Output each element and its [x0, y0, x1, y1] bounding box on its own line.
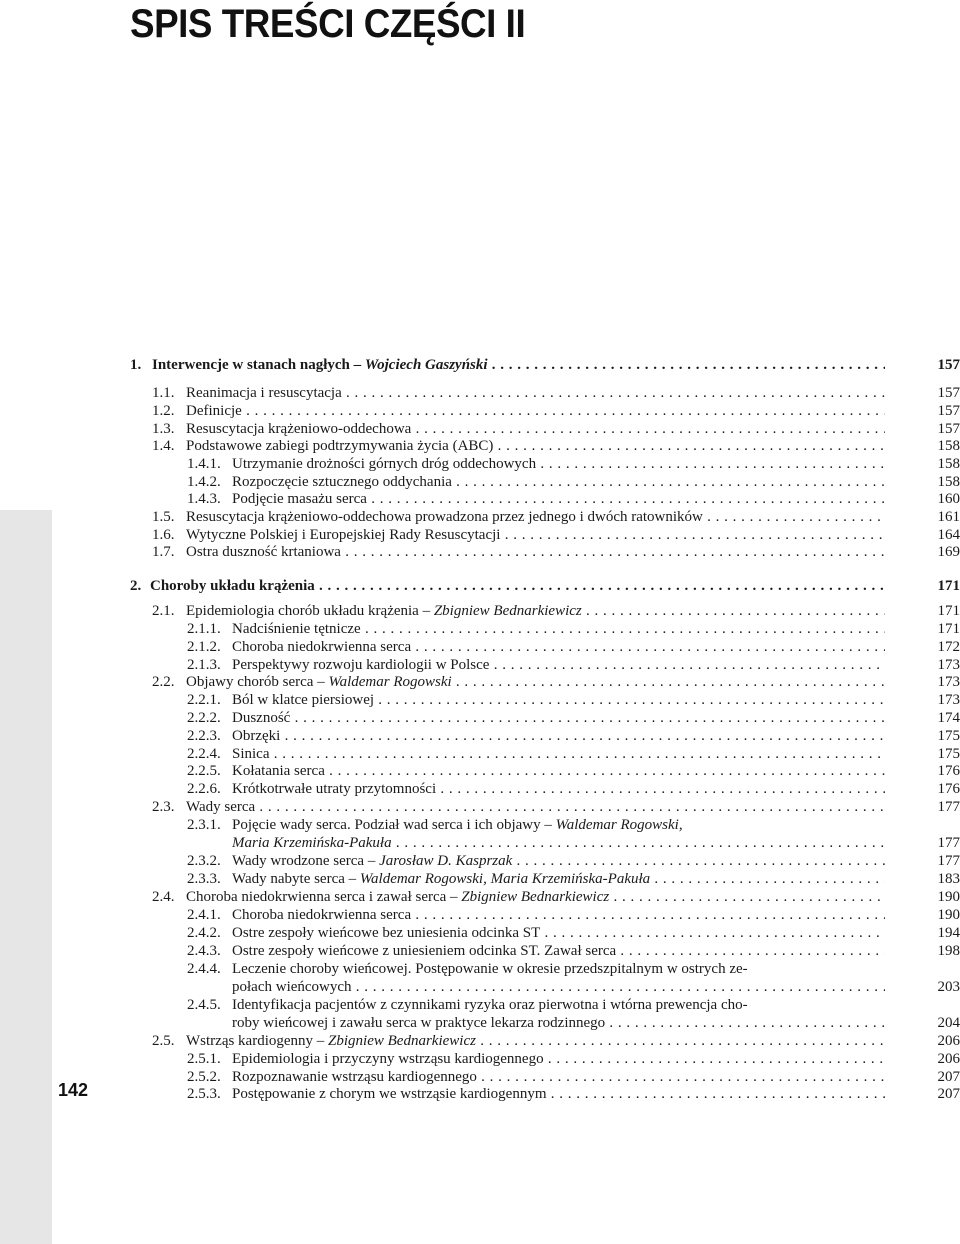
toc-subsection[interactable] [0, 455, 960, 473]
toc-subsection[interactable] [0, 638, 960, 656]
toc-author: Zbigniew Bednarkiewicz [461, 889, 610, 905]
toc-page: 157 [937, 421, 960, 437]
toc-number: 1.4.2. [187, 474, 221, 490]
toc-title: Interwencje w stanach nagłych – Wojciech Gaszyński . . . [152, 356, 885, 374]
toc-number: 2. [130, 578, 142, 594]
toc-number: 1.7. [152, 544, 175, 560]
toc-title: Podjęcie masażu serca . . . [232, 490, 885, 508]
toc-title [232, 834, 885, 852]
toc-author: Zbigniew Bednarkiewicz [328, 1033, 476, 1049]
toc-number: 2.5. [152, 1033, 175, 1049]
toc-chapter[interactable] [0, 577, 960, 595]
toc-page: 177 [937, 835, 960, 851]
toc-page: 172 [937, 639, 960, 655]
toc-section[interactable] [0, 888, 960, 906]
toc-number: 2.4.2. [187, 925, 221, 941]
toc-page: 175 [937, 746, 960, 762]
toc-page: 174 [937, 710, 960, 726]
toc-number: 1.2. [152, 403, 175, 419]
toc-page: 207 [937, 1069, 960, 1085]
toc-number: 2.2.5. [187, 763, 221, 779]
toc-number: 2.3.3. [187, 871, 221, 887]
toc-number: 1.4.1. [187, 456, 221, 472]
toc-title: Rozpoznawanie wstrząsu kardiogennego . . . [232, 1068, 885, 1086]
toc-page: 157 [937, 357, 960, 373]
toc-title: Reanimacja i resuscytacja . . . [186, 384, 885, 402]
toc-subsection[interactable] [0, 1085, 960, 1103]
toc-subsection[interactable] [0, 780, 960, 798]
toc-page: 206 [937, 1051, 960, 1067]
toc-title: Postępowanie z chorym we wstrząsie kardiogennym . . . [232, 1085, 885, 1103]
toc-title: Epidemiologia i przyczyny wstrząsu kardiogennego . . . [232, 1050, 885, 1068]
toc-subsection[interactable] [0, 870, 960, 888]
toc-author: Zbigniew Bednarkiewicz [433, 603, 582, 619]
toc-section[interactable] [0, 673, 960, 691]
toc-page: 164 [937, 527, 960, 543]
toc-title: Identyfikacja pacjentów z czynnikami ryzyka oraz pierwotna i wtórna prewencja cho- [232, 997, 748, 1013]
toc-subsection[interactable] [0, 852, 960, 870]
toc-number: 1.5. [152, 509, 175, 525]
toc-subsection[interactable] [0, 691, 960, 709]
toc-title: Duszność . . . [232, 709, 885, 727]
toc-title: Choroba niedokrwienna serca . . . [232, 906, 885, 924]
toc-title: Wytyczne Polskiej i Europejskiej Rady Resuscytacji . . . [186, 526, 885, 544]
toc-number: 1.4. [152, 438, 175, 454]
toc-author: Waldemar Rogowski [328, 674, 452, 690]
toc-number: 2.1.1. [187, 621, 221, 637]
toc-page: 158 [937, 474, 960, 490]
toc-page: 190 [937, 889, 960, 905]
toc-title: Krótkotrwałe utraty przytomności . . . [232, 780, 885, 798]
toc-number: 2.1.2. [187, 639, 221, 655]
toc-title: Perspektywy rozwoju kardiologii w Polsce . . . [232, 656, 885, 674]
toc-number: 2.3. [152, 799, 175, 815]
toc-title: Choroba niedokrwienna serca i zawał serca – Zbigniew Bednarkiewicz . . . [186, 888, 885, 906]
toc-number: 2.3.1. [187, 817, 221, 833]
toc-page: 157 [937, 385, 960, 401]
toc-number: 2.2.1. [187, 692, 221, 708]
toc-page: 171 [937, 578, 960, 594]
toc-subsection[interactable] [0, 656, 960, 674]
toc-number: 1.4.3. [187, 491, 221, 507]
toc-title: Utrzymanie drożności górnych dróg oddechowych . . . [232, 455, 885, 473]
toc-subsection[interactable] [0, 906, 960, 924]
toc-number: 2.1.3. [187, 657, 221, 673]
toc-page: 158 [937, 456, 960, 472]
toc-title: Kołatania serca . . . [232, 762, 885, 780]
toc-title: Obrzęki . . . [232, 727, 885, 745]
toc-author: Wojciech Gaszyński [364, 357, 488, 373]
toc-page: 157 [937, 403, 960, 419]
toc-page: 176 [937, 763, 960, 779]
toc-page: 203 [937, 979, 960, 995]
toc-section[interactable] [0, 798, 960, 816]
toc-subsection[interactable] [0, 762, 960, 780]
toc-page: 194 [937, 925, 960, 941]
toc-title: Wady nabyte serca – Waldemar Rogowski, Maria Krzemińska-Pakuła . . . [232, 870, 885, 888]
toc-title: Pojęcie wady serca. Podział wad serca i ich objawy – Waldemar Rogowski, [232, 817, 683, 833]
toc-number: 1.6. [152, 527, 175, 543]
toc-section[interactable] [0, 437, 960, 455]
toc-page: 158 [937, 438, 960, 454]
toc-number: 2.4. [152, 889, 175, 905]
toc-page: 204 [937, 1015, 960, 1031]
toc-page: 171 [937, 621, 960, 637]
page-number: 142 [58, 1080, 89, 1100]
toc-title: Resuscytacja krążeniowo-oddechowa . . . [186, 420, 885, 438]
toc-subsection[interactable] [0, 816, 960, 834]
toc-subsection-continued[interactable] [0, 978, 960, 996]
toc-number: 1. [130, 357, 142, 373]
toc-section[interactable] [0, 1032, 960, 1050]
toc-title: Resuscytacja krążeniowo-oddechowa prowadzona przez jednego i dwóch ratowników . . . [186, 508, 885, 526]
toc-number: 2.4.4. [187, 961, 221, 977]
toc-page: 171 [937, 603, 960, 619]
toc-title: Epidemiologia chorób układu krążenia – Zbigniew Bednarkiewicz . . . [186, 602, 885, 620]
toc-section[interactable] [0, 420, 960, 438]
toc-page: 173 [937, 657, 960, 673]
toc-title: połach wieńcowych . . . [232, 978, 885, 996]
toc-number: 1.1. [152, 385, 175, 401]
toc-page: 176 [937, 781, 960, 797]
page-title: SPIS TREŚCI CZĘŚCI II [130, 2, 526, 46]
toc-title: Definicje . . . [186, 402, 885, 420]
toc-page: 160 [937, 491, 960, 507]
toc-title: Choroby układu krążenia . . . [150, 577, 885, 595]
toc-chapter[interactable] [0, 356, 960, 374]
toc-subsection[interactable] [0, 473, 960, 491]
toc-page: 198 [937, 943, 960, 959]
toc-page: 175 [937, 728, 960, 744]
toc-title: Rozpoczęcie sztucznego oddychania . . . [232, 473, 885, 491]
toc-subsection[interactable] [0, 960, 960, 978]
toc-number: 1.3. [152, 421, 175, 437]
toc-page: 207 [937, 1086, 960, 1102]
toc-subsection-continued[interactable] [0, 834, 960, 852]
toc-section[interactable] [0, 508, 960, 526]
toc-number: 2.5.3. [187, 1086, 221, 1102]
toc-subsection[interactable] [0, 942, 960, 960]
toc-number: 2.5.2. [187, 1069, 221, 1085]
toc-title: Nadciśnienie tętnicze . . . [232, 620, 885, 638]
toc-subsection[interactable] [0, 1050, 960, 1068]
toc-number: 2.5.1. [187, 1051, 221, 1067]
toc-number: 2.2.3. [187, 728, 221, 744]
toc-page: 190 [937, 907, 960, 923]
toc-number: 2.4.3. [187, 943, 221, 959]
toc-title: Ból w klatce piersiowej . . . [232, 691, 885, 709]
toc-subsection[interactable] [0, 745, 960, 763]
toc-page: 161 [937, 509, 960, 525]
toc-page: 177 [937, 853, 960, 869]
toc-section[interactable] [0, 526, 960, 544]
toc-section[interactable] [0, 602, 960, 620]
toc-author: Maria Krzemińska-Pakuła [232, 835, 392, 851]
toc-subsection[interactable] [0, 490, 960, 508]
toc-number: 2.4.1. [187, 907, 221, 923]
toc-subsection[interactable] [0, 709, 960, 727]
toc-page: 177 [937, 799, 960, 815]
toc-number: 2.2.2. [187, 710, 221, 726]
toc-subsection-continued[interactable] [0, 1014, 960, 1032]
toc-page: 206 [937, 1033, 960, 1049]
toc-number: 2.2. [152, 674, 175, 690]
toc-title: Wstrząs kardiogenny – Zbigniew Bednarkiewicz . . . [186, 1032, 885, 1050]
toc-number: 2.1. [152, 603, 175, 619]
toc-title: Ostre zespoły wieńcowe z uniesieniem odcinka ST. Zawał serca . . . [232, 942, 885, 960]
toc-title: Ostre zespoły wieńcowe bez uniesienia odcinka ST . . . [232, 924, 885, 942]
toc-title: roby wieńcowej i zawału serca w praktyce lekarza rodzinnego . . . [232, 1014, 885, 1032]
toc-title: Wady serca . . . [186, 798, 885, 816]
toc-subsection[interactable] [0, 1068, 960, 1086]
toc-subsection[interactable] [0, 924, 960, 942]
toc-author: Waldemar Rogowski, Maria Krzemińska-Pakuła [359, 871, 651, 887]
toc-title: Sinica . . . [232, 745, 885, 763]
toc-page: 173 [937, 674, 960, 690]
toc-number: 2.2.6. [187, 781, 221, 797]
toc-page: 173 [937, 692, 960, 708]
toc-author: Jarosław D. Kasprzak [379, 853, 513, 869]
toc-author: Waldemar Rogowski, [555, 817, 683, 833]
toc-title: Ostra duszność krtaniowa . . . [186, 543, 885, 561]
toc-subsection[interactable] [0, 727, 960, 745]
toc-title: Leczenie choroby wieńcowej. Postępowanie w okresie przedszpitalnym w ostrych ze- [232, 961, 748, 977]
toc-title: Objawy chorób serca – Waldemar Rogowski . . . [186, 673, 885, 691]
toc-number: 2.3.2. [187, 853, 221, 869]
toc-page: 169 [937, 544, 960, 560]
toc-title: Podstawowe zabiegi podtrzymywania życia (ABC) . . . [186, 437, 885, 455]
toc-page: 183 [937, 871, 960, 887]
toc-number: 2.4.5. [187, 997, 221, 1013]
toc-title: Wady wrodzone serca – Jarosław D. Kasprzak . . . [232, 852, 885, 870]
toc-subsection[interactable] [0, 620, 960, 638]
toc-title: Choroba niedokrwienna serca . . . [232, 638, 885, 656]
toc-number: 2.2.4. [187, 746, 221, 762]
toc-section[interactable] [0, 402, 960, 420]
toc-subsection[interactable] [0, 996, 960, 1014]
toc-section[interactable] [0, 384, 960, 402]
toc-section[interactable] [0, 543, 960, 561]
